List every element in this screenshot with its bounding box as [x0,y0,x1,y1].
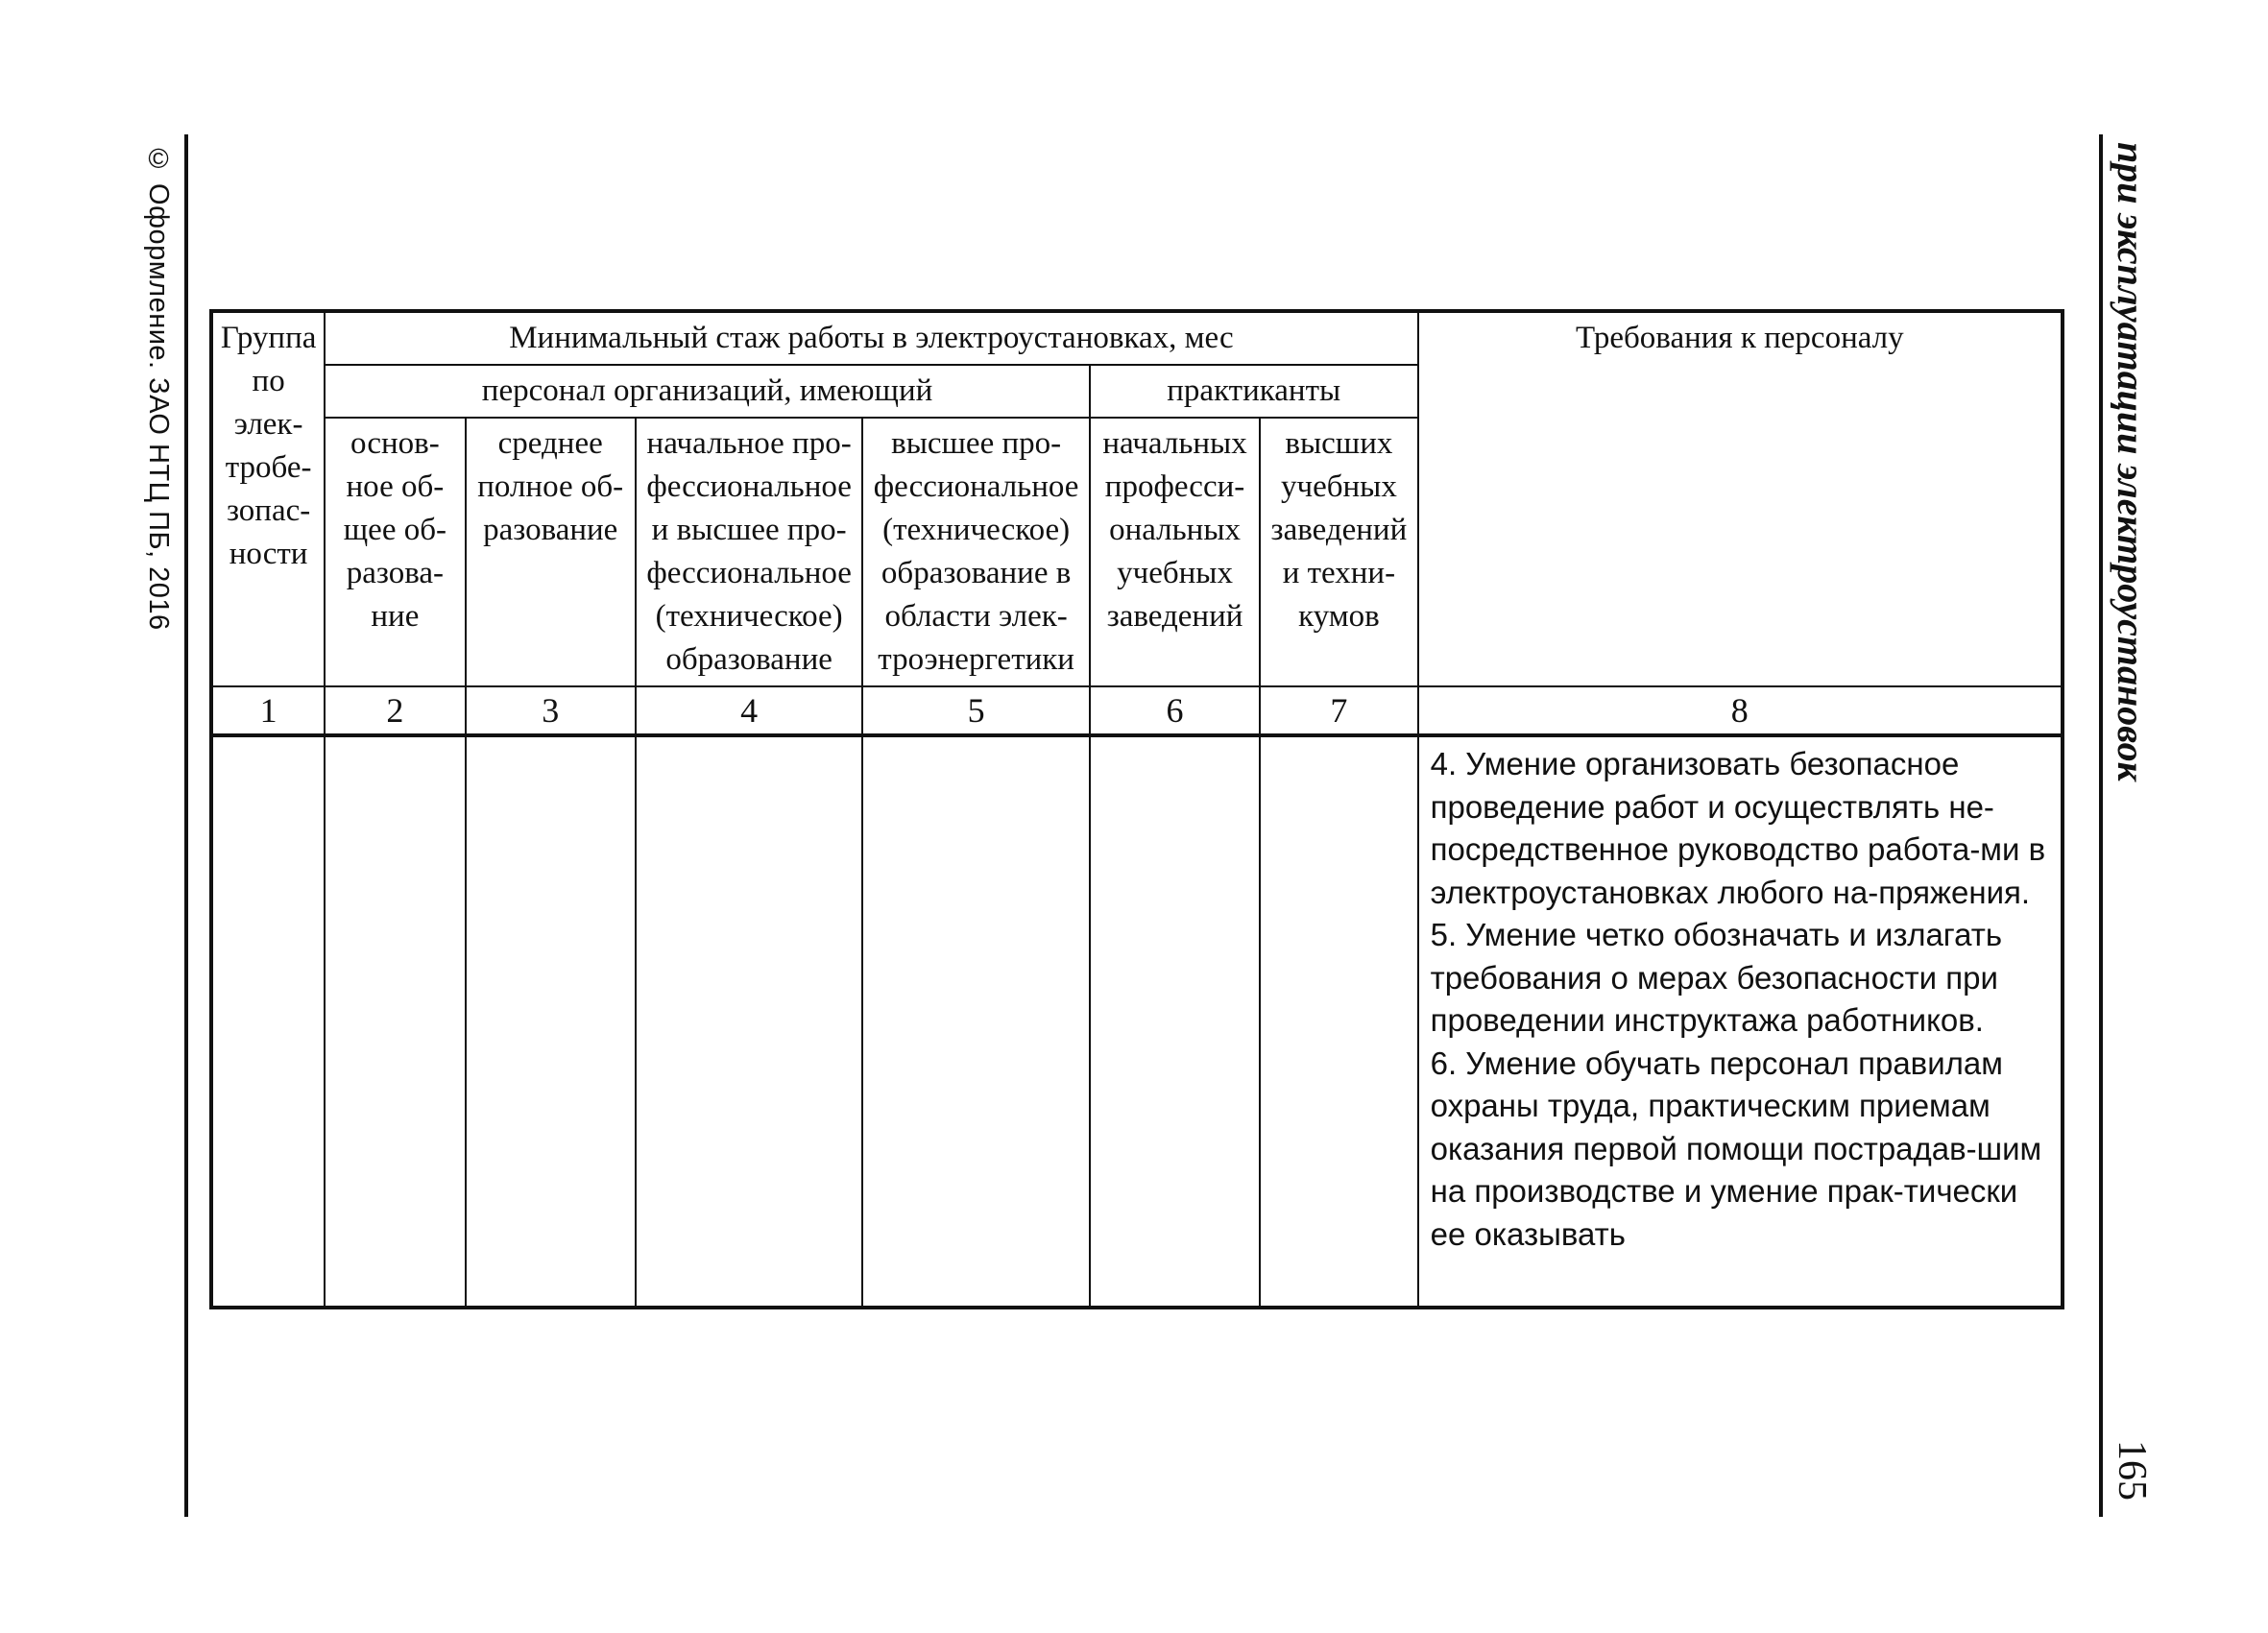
requirement-item: 4. Умение организовать безопасное проведение работ и осуществлять не-посредственное руководство работа-ми в электроустановках любого на-пряжения. [1430,746,2046,910]
header-group-cell: Группа по элек-тробе-зопас-ности [211,311,325,686]
left-margin-rule [184,134,188,1517]
requirements-cell [1418,735,2063,1308]
header-trainees: практиканты [1090,365,1418,418]
header-col-basic-education: основ-ное об-щее об-разова-ние [325,418,465,686]
table-cell-empty [1260,735,1417,1308]
header-col-secondary-education: среднее полное об-разование [466,418,636,686]
column-number: 2 [325,686,465,735]
header-col-initial-higher-education: начальное про-фессиональное и высшее про-фессиональное (техническое) образование [636,418,862,686]
table-cell-empty [1090,735,1260,1308]
column-number: 1 [211,686,325,735]
table-cell-empty [636,735,862,1308]
header-row-1 [211,311,2063,365]
column-number: 5 [862,686,1089,735]
table-cell-empty [862,735,1089,1308]
running-title: при эксплуатации электроустановок [2110,142,2153,781]
header-requirements: Требования к персоналу [1418,311,2063,686]
right-margin-rule [2099,134,2103,1517]
page-number: 165 [2110,1440,2154,1501]
table-cell-empty [325,735,465,1308]
table-cell-empty [211,735,325,1308]
column-number: 6 [1090,686,1260,735]
header-col-initial-institutions: начальных професси-ональных учебных заведений [1090,418,1260,686]
column-number-row [211,686,2063,735]
requirements-table [209,309,2064,1309]
column-number: 3 [466,686,636,735]
header-min-experience: Минимальный стаж работы в электроустановках, мес [325,311,1417,365]
header-col-higher-power-engineering: высшее про-фессиональное (техническое) образование в области элек-троэнергетики [862,418,1089,686]
requirement-item: 6. Умение обучать персонал правилам охраны труда, практическим приемам оказания первой помощи пострадав-шим на производстве и умение прак-тически ее оказывать [1430,1045,2042,1252]
column-number: 7 [1260,686,1417,735]
header-col-higher-institutions: высших учебных заведений и техни-кумов [1260,418,1417,686]
requirement-item: 5. Умение четко обозначать и излагать требования о мерах безопасности при проведении инструктажа работников. [1430,917,2003,1038]
header-personnel-having: персонал организаций, имеющий [325,365,1090,418]
table-row [211,735,2063,1308]
column-number: 4 [636,686,862,735]
column-number: 8 [1418,686,2063,735]
table-cell-empty [466,735,636,1308]
copyright-caption: © Оформление. ЗАО НТЦ ПБ, 2016 [143,144,174,631]
